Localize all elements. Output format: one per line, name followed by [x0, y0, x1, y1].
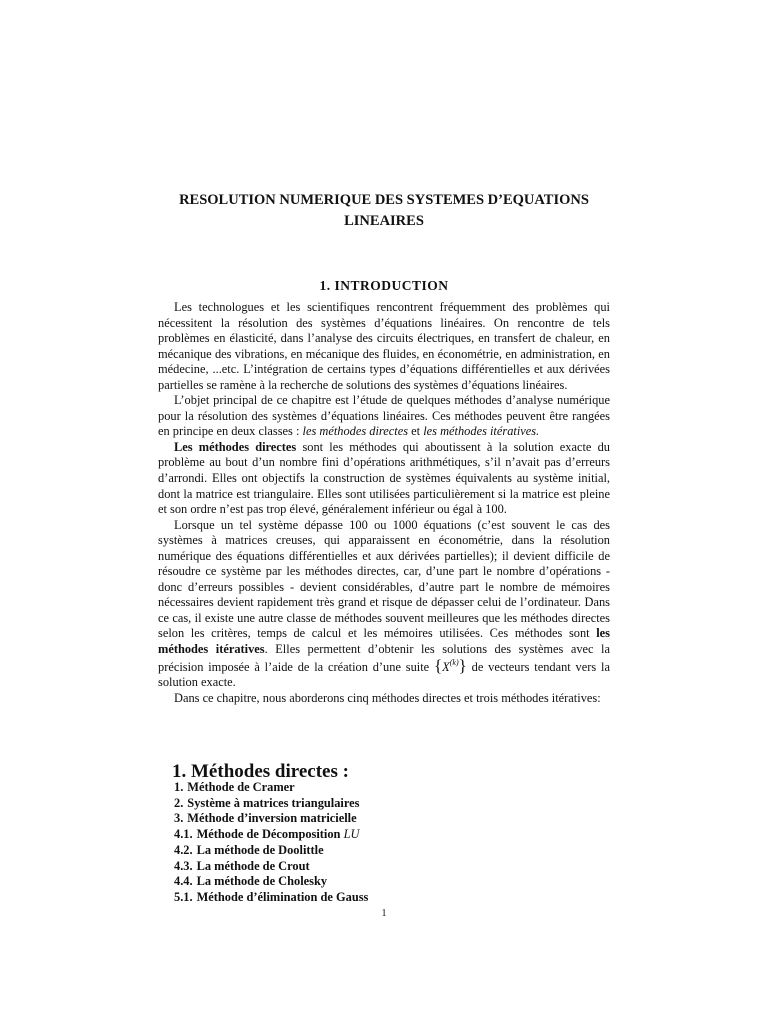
paragraph-4-text-1: Lorsque un tel système dépasse 100 ou 1000 équations (c’est souvent le cas des systèmes à matrices creuses, qui apparaissent en économétrie, dans la résolution numérique des équations différentielles et aux dérivées partielles); il devient difficile de résoudre ce système par les méthodes directes, car, d’une part le nombre d’opérations - donc d’erreurs possibles - devient considérables, d’autre part le nombre de mémoires nécessaires devient rapidement très grand et risque de dépasser celui de l’ordinateur. Dans ce cas, il existe une autre classe de méthodes souvent meilleures que les méthodes directes selon les critères, temps de calcul et les mémoires utilisées. Ces méthodes sont — [158, 517, 610, 641]
method-number: 4.1. — [174, 827, 193, 842]
method-list-item — [174, 827, 368, 843]
conjunction-and: et — [411, 424, 421, 439]
document-title: RESOLUTION NUMERIQUE DES SYSTEMES D’EQUATIONS LINEAIRES — [179, 192, 589, 229]
method-label: Système à matrices triangulaires — [187, 795, 360, 810]
subsection-heading-direct-methods: 1. Méthodes directes : — [172, 761, 349, 782]
method-list-item — [174, 796, 368, 812]
method-label: La méthode de Doolittle — [196, 842, 324, 857]
method-list-item — [174, 780, 368, 796]
method-label: La méthode de Crout — [196, 858, 310, 873]
bold-direct-methods: Les méthodes directes — [174, 439, 297, 454]
sequence-superscript: (k) — [449, 657, 459, 667]
method-label: Méthode d’élimination de Gauss — [196, 889, 369, 904]
paragraph-3-text: sont les méthodes qui aboutissent à la solution exacte du problème au bout d’un nombre fini d’opérations arithmétiques, s’il n’avait pas d’erreurs d’arrondi. Elles ont objectifs la construction de systèmes équivalents au système initial, dont la matrice est triangulaire. Elles sont utilisées particulièrement si la matrice est pleine et son ordre n’est pas trop élevé, généralement inférieur ou égal à 100. — [158, 439, 610, 517]
sequence-base: X — [442, 659, 450, 674]
paragraph-4-text-2: . Elles permettent d’obtenir les solutions des systèmes avec la précision imposée à l’aide de la création d’une suite — [158, 642, 610, 674]
method-list-item — [174, 874, 368, 890]
paragraph-1: Les technologues et les scientifiques rencontrent fréquemment des problèmes qui nécessitent la résolution des systèmes d’équations linéaires. On rencontre de tels problèmes en élasticité, dans l’analyse des circuits électriques, en transfert de chaleur, en mécanique des vibrations, en mécanique des fluides, en économétrie, en administration, en médecine, ...etc. L’intégration de certains types d’équations différentielles et aux dérivées partielles se ramène à la recherche de solutions des systèmes d’équations linéaires. — [158, 300, 610, 392]
method-label: La méthode de Cholesky — [196, 874, 328, 889]
bold-iterative-methods: les méthodes itératives — [158, 626, 610, 657]
method-list-item — [174, 859, 368, 875]
method-number: 4.3. — [174, 858, 193, 873]
method-label: Méthode de Décomposition — [196, 827, 341, 842]
method-number: 4.2. — [174, 842, 193, 857]
paragraph-4 — [158, 518, 610, 691]
section-heading-introduction: 1. INTRODUCTION — [319, 278, 449, 293]
method-label: Méthode d’inversion matricielle — [187, 811, 357, 826]
page-number: 1 — [381, 908, 387, 919]
paragraph-5: Dans ce chapitre, nous aborderons cinq méthodes directes et trois méthodes itératives: — [174, 690, 601, 705]
method-math: LU — [343, 827, 360, 842]
methods-list — [174, 780, 368, 906]
introduction-body — [158, 300, 610, 706]
method-list-item — [174, 843, 368, 859]
method-list-item — [174, 811, 368, 827]
term-iterative-methods: les méthodes itératives. — [423, 424, 540, 439]
method-number: 3. — [174, 811, 184, 826]
paragraph-2-text: L’objet principal de ce chapitre est l’étude de quelques méthodes d’analyse numérique pour la résolution des systèmes d’équations linéaires. Ces méthodes peuvent être rangées en principe en deux classes : — [158, 393, 610, 439]
method-list-item — [174, 890, 368, 906]
paragraph-4-text-3: de vecteurs tendant vers la solution exacte. — [158, 659, 610, 690]
paragraph-3 — [158, 440, 610, 518]
method-number: 2. — [174, 795, 184, 810]
method-label: Méthode de Cramer — [187, 780, 295, 794]
method-number: 5.1. — [174, 889, 193, 904]
term-direct-methods: les méthodes directes — [302, 424, 409, 439]
sequence-formula: $\{X^{(k)}\}$ — [434, 655, 467, 675]
method-number: 1. — [174, 780, 184, 794]
method-number: 4.4. — [174, 874, 193, 889]
paragraph-2 — [158, 393, 610, 440]
